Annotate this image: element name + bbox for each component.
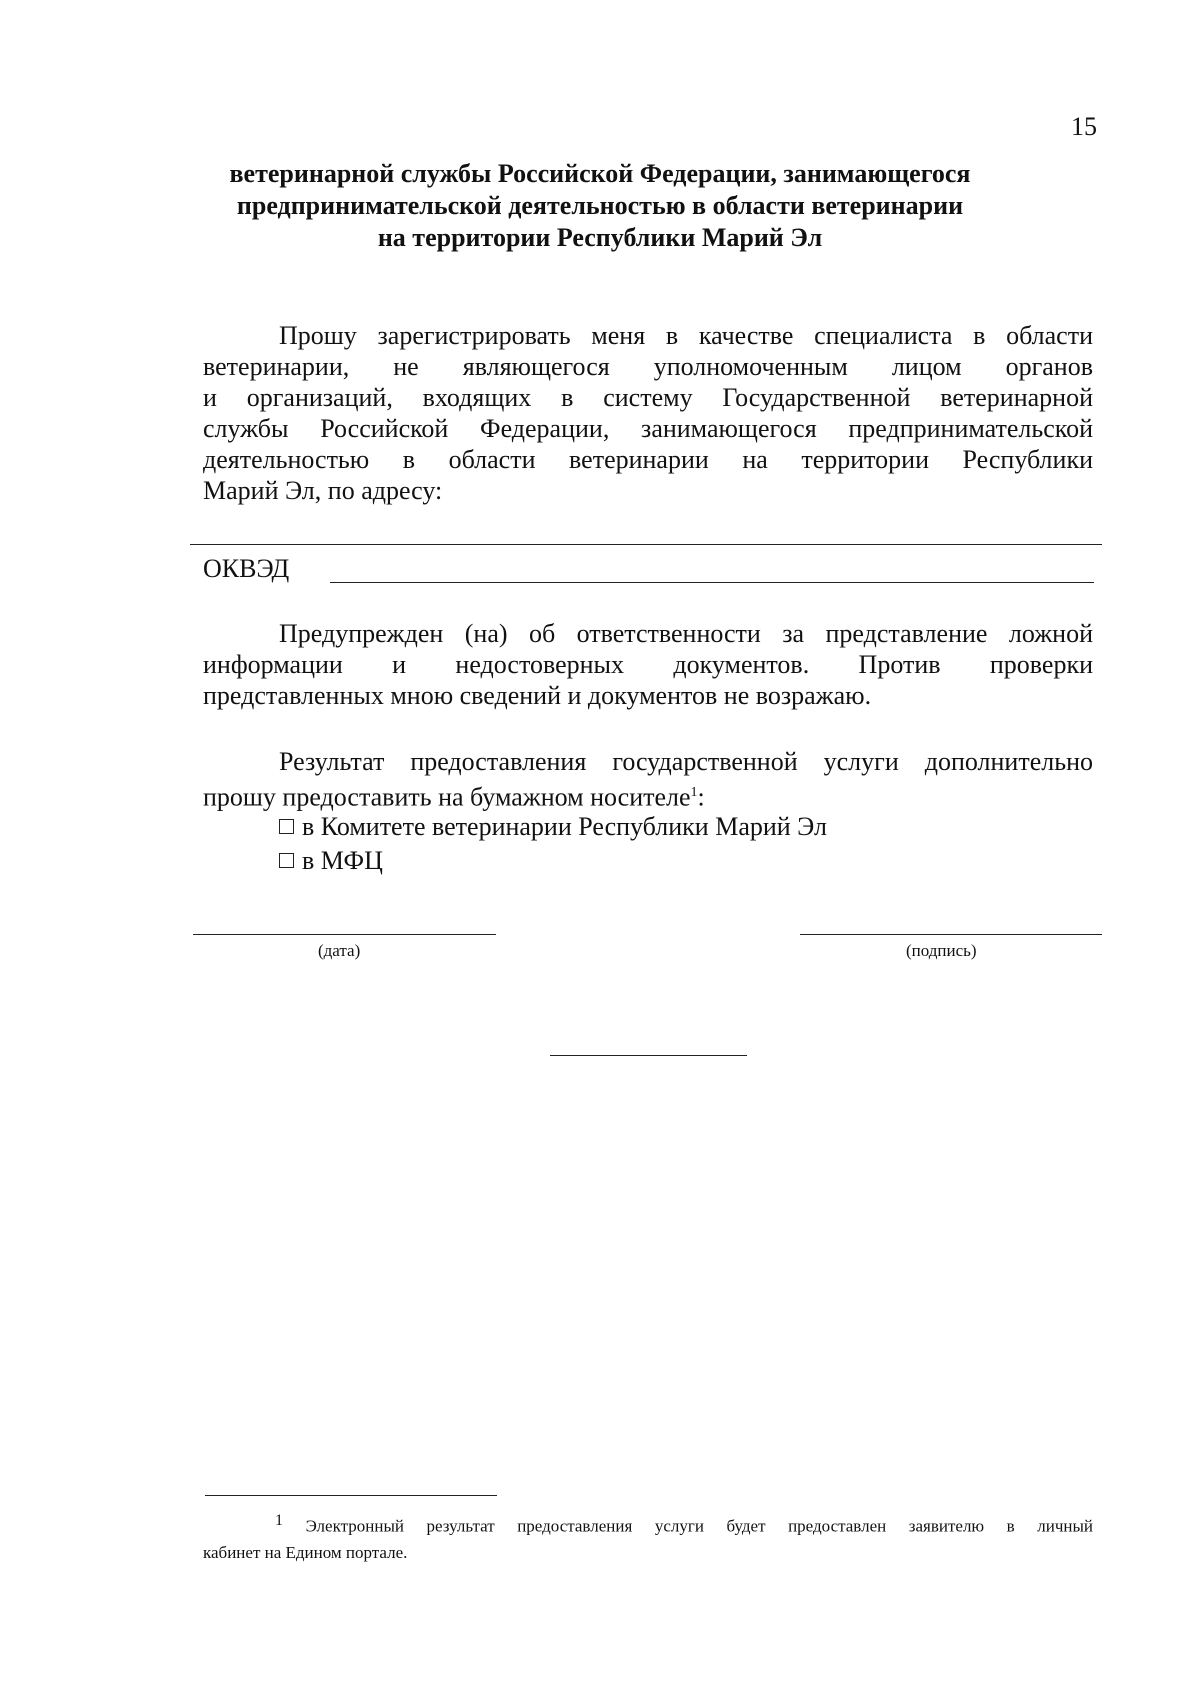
paragraph-line: Предупрежден (на) об ответственности за представление ложной — [279, 619, 1093, 648]
footnote-mark: 1 — [275, 1512, 283, 1529]
date-line[interactable] — [193, 934, 496, 935]
paragraph-line: представленных мною сведений и документов не возражаю. — [203, 681, 872, 710]
date-caption: (дата) — [318, 941, 361, 960]
paragraph-line: ветеринарии, не являющегося уполномоченным лицом органов — [203, 352, 1093, 381]
request-paragraph — [203, 320, 1093, 506]
footnote-ref[interactable]: 1 — [690, 785, 698, 800]
paragraph-line: Марий Эл, по адресу: — [203, 476, 443, 505]
checkbox-icon[interactable] — [279, 853, 294, 868]
footnote-divider — [205, 1495, 497, 1496]
closing-divider — [550, 1055, 747, 1056]
paragraph-line: Прошу зарегистрировать меня в качестве специалиста в области — [279, 321, 1093, 350]
paragraph-line: прошу предоставить на бумажном носителе$^1$: — [203, 782, 705, 812]
paragraph-line: деятельностью в области ветеринарии на территории Республики — [203, 445, 1093, 474]
footnote — [203, 1508, 1093, 1566]
title-line: предпринимательской деятельностью в области ветеринарии — [236, 191, 964, 220]
checkbox-icon[interactable] — [279, 819, 294, 834]
title-line: на территории Республики Марий Эл — [377, 223, 823, 252]
signature-caption: (подпись) — [906, 941, 977, 960]
paragraph-line: службы Российской Федерации, занимающегося предпринимательской — [203, 414, 1093, 443]
paragraph-line: и организаций, входящих в систему Государственной ветеринарной — [203, 383, 1093, 412]
footnote-line: $^1$ Электронный результат предоставления услуги будет предоставлен заявителю в личный — [275, 1512, 1094, 1536]
paragraph-line: информации и недостоверных документов. Против проверки — [203, 650, 1093, 679]
footnote-line: кабинет на Едином портале. — [203, 1542, 408, 1562]
option-committee[interactable] — [279, 812, 827, 842]
signature-line[interactable] — [800, 934, 1102, 935]
result-paragraph — [203, 746, 1093, 813]
okved-label: ОКВЭД — [203, 554, 290, 583]
option-mfc[interactable] — [279, 846, 383, 876]
page-number: 15 — [1071, 112, 1097, 141]
paragraph-line: Результат предоставления государственной услуги дополнительно — [279, 747, 1093, 776]
warning-paragraph — [203, 618, 1093, 711]
okved-field-line[interactable] — [330, 582, 1094, 583]
option-label: в МФЦ — [302, 846, 383, 875]
address-line[interactable] — [190, 544, 1102, 545]
document-title — [150, 158, 1050, 254]
option-label: в Комитете ветеринарии Республики Марий Эл — [302, 812, 827, 841]
title-line: ветеринарной службы Российской Федерации, занимающегося — [229, 159, 971, 188]
